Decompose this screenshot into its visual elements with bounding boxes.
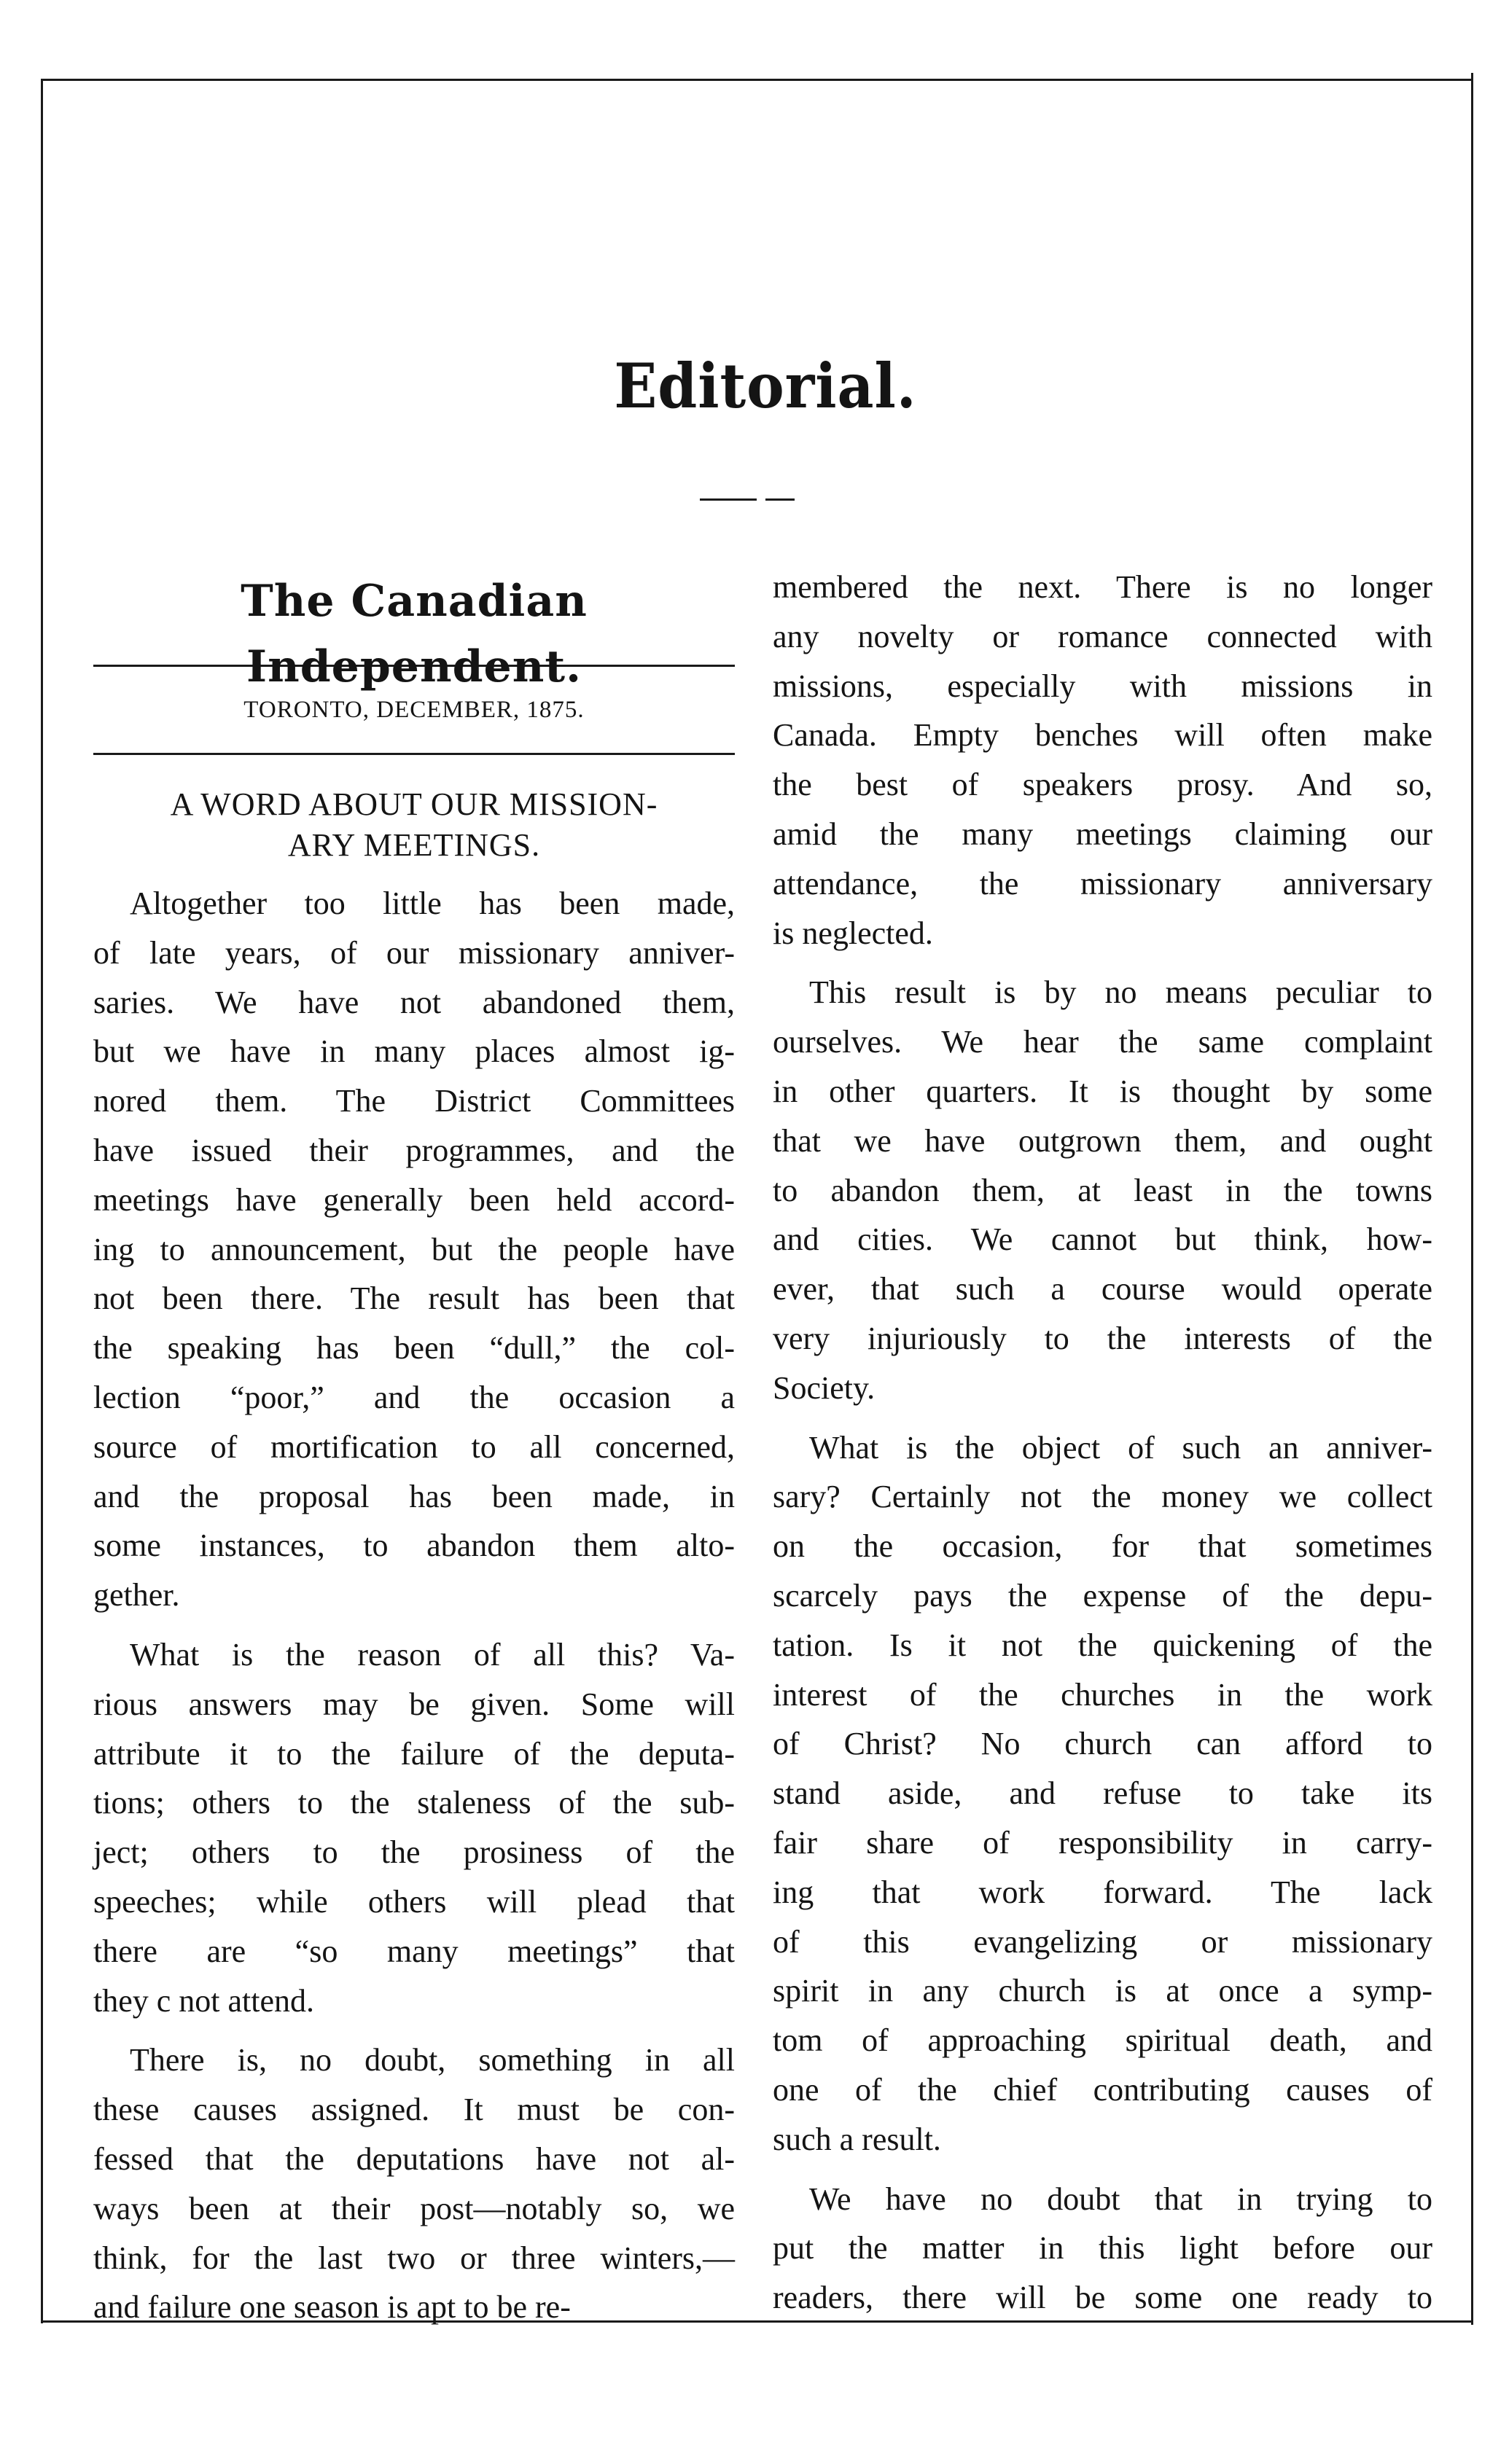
text-line: of this evangelizing or missionary: [773, 1923, 1432, 1960]
text-line: the best of speakers prosy. And so,: [773, 767, 1432, 803]
text-line: but we have in many places almost ig-: [93, 1033, 735, 1070]
text-line: in other quarters. It is thought by some: [773, 1073, 1432, 1109]
text-line: tom of approaching spiritual death, and: [773, 2022, 1432, 2059]
text-line: gether.: [93, 1577, 180, 1614]
text-line: some instances, to abandon them alto-: [93, 1528, 735, 1564]
right-column: [773, 563, 1432, 2333]
title-dash-left: [700, 498, 757, 501]
paragraph: [93, 1630, 735, 2025]
text-line: these causes assigned. It must be con-: [93, 2092, 735, 2128]
text-line: attendance, the missionary anniversary: [773, 865, 1432, 901]
text-line: tions; others to the staleness of the sub-: [93, 1785, 735, 1821]
paragraph: [773, 968, 1432, 1412]
text-line: What is the reason of all this? Va-: [130, 1636, 735, 1673]
text-line: think, for the last two or three winters,—: [93, 2240, 735, 2276]
paragraph: [93, 879, 735, 1620]
text-line: We have no doubt that in trying to: [809, 2181, 1432, 2217]
text-line: stand aside, and refuse to take its: [773, 1775, 1432, 1812]
text-line: meetings have generally been held accord-: [93, 1181, 735, 1218]
paragraph: [773, 2175, 1432, 2323]
text-line: have issued their programmes, and the: [93, 1132, 735, 1168]
text-line: fair share of responsibility in carry-: [773, 1824, 1432, 1861]
dateline: TORONTO, DECEMBER, 1875.: [243, 697, 585, 723]
section-title: Editorial.: [614, 350, 917, 422]
text-line: of Christ? No church can afford to: [773, 1726, 1432, 1762]
text-line: of late years, of our missionary anniver-: [93, 934, 735, 971]
text-line: readers, there will be some one ready to: [773, 2280, 1432, 2316]
text-line: on the occasion, for that sometimes: [773, 1528, 1432, 1565]
text-line: Altogether too little has been made,: [130, 885, 735, 921]
text-line: fessed that the deputations have not al-: [93, 2140, 735, 2177]
text-line: ourselves. We hear the same complaint: [773, 1024, 1432, 1060]
text-line: and cities. We cannot but think, how-: [773, 1221, 1432, 1258]
text-line: rious answers may be given. Some will: [93, 1686, 735, 1722]
text-line: ject; others to the prosiness of the: [93, 1834, 735, 1871]
text-line: amid the many meetings claiming our: [773, 816, 1432, 852]
text-line: not been there. The result has been that: [93, 1280, 735, 1317]
text-line: interest of the churches in the work: [773, 1676, 1432, 1713]
text-line: membered the next. There is no longer: [773, 569, 1432, 605]
paragraph: [773, 563, 1432, 958]
frame-left-rule: [41, 79, 43, 2323]
headline-line: A WORD ABOUT OUR MISSION-: [170, 786, 658, 822]
text-line: is neglected.: [773, 915, 933, 951]
text-line: source of mortification to all concerned,: [93, 1428, 735, 1465]
text-line: This result is by no means peculiar to: [809, 974, 1432, 1011]
text-line: ways been at their post—notably so, we: [93, 2190, 735, 2226]
text-line: nored them. The District Committees: [93, 1083, 735, 1119]
text-line: sary? Certainly not the money we collect: [773, 1479, 1432, 1515]
text-line: and failure one season is apt to be re-: [93, 2289, 571, 2326]
frame-right-rule: [1471, 73, 1473, 2325]
text-line: attribute it to the failure of the deputa-: [93, 1735, 735, 1772]
right-body: [773, 563, 1432, 2323]
text-line: such a result.: [773, 2121, 941, 2157]
masthead: The Canadian Independent.: [241, 576, 588, 692]
text-line: and the proposal has been made, in: [93, 1478, 735, 1514]
text-line: scarcely pays the expense of the depu-: [773, 1577, 1432, 1614]
text-line: put the matter in this light before our: [773, 2230, 1432, 2267]
text-line: ing that work forward. The lack: [773, 1874, 1432, 1910]
text-line: there are “so many meetings” that: [93, 1933, 735, 1969]
text-line: one of the chief contributing causes of: [773, 2071, 1432, 2108]
text-line: tation. Is it not the quickening of the: [773, 1627, 1432, 1663]
text-line: any novelty or romance connected with: [773, 618, 1432, 654]
text-line: Society.: [773, 1369, 876, 1406]
text-line: Canada. Empty benches will often make: [773, 717, 1432, 754]
left-column: [93, 568, 735, 2342]
text-line: very injuriously to the interests of the: [773, 1320, 1432, 1356]
paragraph: [93, 2035, 735, 2332]
text-line: spirit in any church is at once a symp-: [773, 1973, 1432, 2009]
text-line: There is, no doubt, something in all: [130, 2042, 735, 2078]
text-line: ing to announcement, but the people have: [93, 1231, 735, 1267]
text-line: saries. We have not abandoned them,: [93, 984, 735, 1020]
left-body: [93, 879, 735, 2332]
text-line: missions, especially with missions in: [773, 668, 1432, 704]
text-line: What is the object of such an anniver-: [809, 1429, 1432, 1466]
headline-line: ARY MEETINGS.: [287, 827, 541, 863]
text-line: they c not attend.: [93, 1982, 315, 2019]
text-line: lection “poor,” and the occasion a: [93, 1379, 735, 1415]
text-line: ever, that such a course would operate: [773, 1271, 1432, 1307]
dateline-rule: [93, 753, 735, 755]
text-line: to abandon them, at least in the towns: [773, 1172, 1432, 1208]
title-dash-right: [765, 498, 795, 501]
article-headline: [93, 784, 735, 866]
frame-top-rule: [41, 79, 1473, 81]
paragraph: [773, 1423, 1432, 2164]
text-line: the speaking has been “dull,” the col-: [93, 1330, 735, 1366]
text-line: speeches; while others will plead that: [93, 1883, 735, 1920]
text-line: that we have outgrown them, and ought: [773, 1122, 1432, 1159]
